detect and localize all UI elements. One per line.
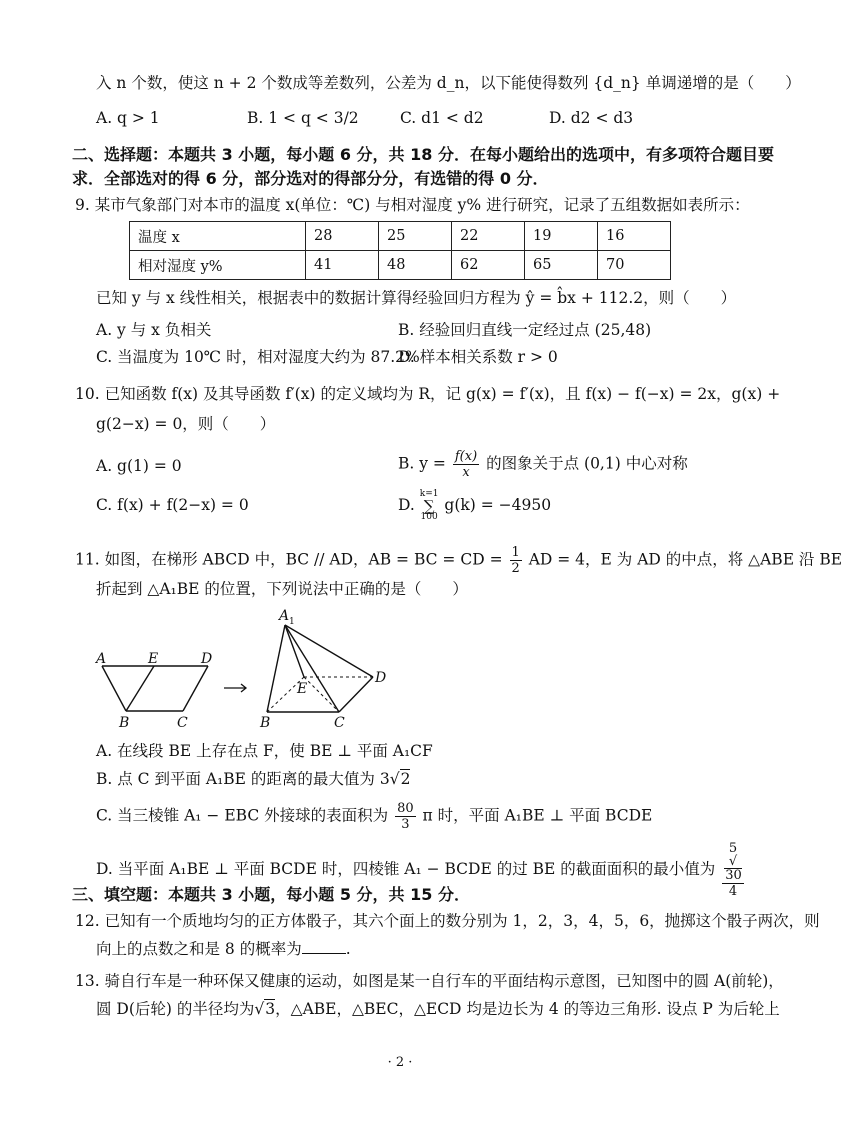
- q12-period: .: [345, 940, 351, 958]
- label-e: E: [148, 651, 159, 667]
- fraction-numerator: 1: [511, 545, 520, 560]
- q8-option-c: C. d1 < d2: [400, 109, 484, 127]
- q10-option-d-lead: D.: [398, 496, 415, 514]
- sqrt-radicand: 30: [725, 868, 742, 883]
- table-cell: 19: [525, 222, 598, 251]
- section3-heading: 三、填空题：本题共 3 小题，每小题 5 分，共 15 分．: [72, 885, 470, 904]
- section2-heading-line1: 二、选择题：本题共 3 小题，每小题 6 分，共 18 分．在每小题给出的选项中，有多项符合题目要: [72, 145, 774, 164]
- label-a1-subscript: 1: [289, 617, 295, 627]
- label-b2: B: [260, 715, 271, 731]
- sqrt-radicand: 2: [400, 770, 411, 788]
- table-cell: 16: [598, 222, 671, 251]
- trapezoid-cd: [183, 666, 208, 711]
- q10-option-d-tail: g(k) = −4950: [444, 496, 552, 514]
- q8-option-a: A. q > 1: [96, 109, 160, 127]
- q13-stem-tail: ，△ABE，△BEC，△ECD 均是边长为 4 的等边三角形. 设点 P 为后轮上: [275, 1000, 780, 1018]
- q11-stem-tail: AD = 4，E 为 AD 的中点，将 △ABE 沿 BE: [528, 550, 842, 569]
- page-number: · 2 ·: [387, 1055, 413, 1070]
- section2-heading-line2: 求．全部选对的得 6 分，部分选对的得部分分，有选错的得 0 分．: [72, 169, 549, 188]
- label-c2: C: [334, 715, 345, 731]
- q9-option-d: D. 样本相关系数 r > 0: [398, 348, 558, 366]
- summation-symbol: k=1 ∑ 100: [419, 489, 439, 522]
- q11-option-b-text: B. 点 C 到平面 A₁BE 的距离的最大值为 3: [96, 770, 390, 788]
- sum-lower: 100: [420, 512, 438, 522]
- table-cell: 70: [598, 251, 671, 280]
- fraction: [453, 450, 479, 479]
- label-a: A: [96, 651, 107, 667]
- q13-stem-line2: [96, 998, 780, 1020]
- table-row-label: 温度 x: [130, 222, 306, 251]
- q10-option-b-tail: 的图象关于点 (0,1) 中心对称: [486, 454, 688, 473]
- q10-option-b: [398, 450, 688, 479]
- q11-stem-line2: 折起到 △A₁BE 的位置，下列说法中正确的是（ ）: [96, 580, 468, 598]
- q13-stem-lead: 圆 D(后轮) 的半径均为: [96, 1000, 255, 1018]
- trapezoid-be: [126, 666, 154, 711]
- fraction-denominator: 4: [728, 884, 738, 899]
- table-cell: 62: [452, 251, 525, 280]
- fraction-denominator: 2: [511, 561, 520, 576]
- table-cell: 22: [452, 222, 525, 251]
- sum-upper: k=1: [419, 489, 439, 499]
- table-row: [130, 222, 671, 251]
- pyramid-a1b: [267, 625, 285, 712]
- q11-option-b: [96, 768, 410, 790]
- q11-stem-lead: 11. 如图，在梯形 ABCD 中，BC // AD，AB = BC = CD =: [75, 550, 503, 569]
- q9-option-c: C. 当温度为 10℃ 时，相对湿度大约为 87.2%: [96, 348, 420, 366]
- q13-stem-line1: 13. 骑自行车是一种环保又健康的运动，如图是某一自行车的平面结构示意图，已知图中的圆 A(前轮)，: [75, 972, 784, 990]
- label-b: B: [119, 715, 130, 731]
- sqrt-radicand: 3: [265, 1000, 276, 1018]
- q10-option-a: A. g(1) = 0: [96, 457, 182, 475]
- fraction-denominator: 3: [401, 817, 410, 832]
- pyramid-a1d: [285, 625, 373, 677]
- q11-option-c-lead: C. 当三棱锥 A₁ − EBC 外接球的表面积为: [96, 806, 389, 825]
- q9-option-a: A. y 与 x 负相关: [96, 321, 212, 339]
- q11-option-a: A. 在线段 BE 上存在点 F，使 BE ⊥ 平面 A₁CF: [96, 742, 433, 760]
- table-cell: 41: [306, 251, 379, 280]
- trapezoid-ab: [102, 666, 126, 711]
- q10-option-d: [398, 490, 551, 522]
- table-cell: 28: [306, 222, 379, 251]
- fraction-numerator: f(x): [454, 449, 478, 464]
- label-e2: E: [297, 681, 308, 697]
- q11-option-c-tail: π 时，平面 A₁BE ⊥ 平面 BCDE: [422, 806, 653, 825]
- q9-stem: 9. 某市气象部门对本市的温度 x(单位：℃) 与相对湿度 y% 进行研究，记录了五组数据如表所示：: [75, 196, 750, 214]
- pyramid-cd: [339, 677, 373, 712]
- q9-option-b: B. 经验回归直线一定经过点 (25,48): [398, 321, 652, 339]
- table-row: [130, 251, 671, 280]
- coefficient: 5: [728, 841, 738, 856]
- fraction: [510, 546, 522, 575]
- sqrt-sign: √: [254, 1000, 265, 1018]
- fraction-denominator: x: [462, 465, 470, 480]
- q10-stem-line2: g(2−x) = 0，则（ ）: [96, 415, 276, 433]
- label-d2: D: [375, 670, 387, 686]
- q10-option-c: C. f(x) + f(2−x) = 0: [96, 496, 249, 514]
- arrow-icon: [224, 684, 246, 692]
- pyramid-a1c: [285, 625, 339, 712]
- label-c: C: [177, 715, 188, 731]
- q9-data-table: [129, 221, 671, 280]
- fraction: [722, 842, 744, 898]
- q12-stem-text: 向上的点数之和是 8 的概率为: [96, 940, 302, 958]
- q8-continuation: 入 n 个数，使这 n + 2 个数成等差数列，公差为 d_n，以下能使得数列 {d_n} 单调递增的是（ ）: [96, 74, 801, 92]
- q12-stem-line2: [96, 938, 351, 960]
- label-d: D: [201, 651, 213, 667]
- fraction-numerator: 5 √ 30: [722, 842, 744, 884]
- table-cell: 25: [379, 222, 452, 251]
- q11-option-c: [96, 802, 652, 831]
- q8-option-d: D. d2 < d3: [549, 109, 634, 127]
- answer-blank[interactable]: [302, 939, 346, 954]
- q9-condition: 已知 y 与 x 线性相关，根据表中的数据计算得经验回归方程为 ŷ = b̂x + 112.2，则（ ）: [96, 289, 737, 307]
- table-cell: 65: [525, 251, 598, 280]
- label-a1: A: [279, 608, 290, 624]
- q11-option-d-text: D. 当平面 A₁BE ⊥ 平面 BCDE 时，四棱锥 A₁ − BCDE 的过 BE 的截面面积的最小值为: [96, 860, 716, 878]
- table-row-label: 相对湿度 y%: [130, 251, 306, 280]
- q8-option-b: B. 1 < q < 3/2: [247, 109, 359, 127]
- fraction-numerator: 80: [397, 801, 414, 816]
- table-cell: 48: [379, 251, 452, 280]
- fraction: [395, 802, 416, 831]
- q10-option-b-lead: B. y =: [398, 454, 446, 473]
- q11-figure: [90, 605, 400, 735]
- sqrt-sign: √: [389, 770, 400, 788]
- pyramid-ec-hidden: [304, 677, 339, 712]
- q11-stem-line1: [75, 546, 842, 575]
- q10-stem-line1: 10. 已知函数 f(x) 及其导函数 f′(x) 的定义域均为 R，记 g(x) = f′(x)，且 f(x) − f(−x) = 2x，g(x) +: [75, 385, 781, 403]
- q12-stem-line1: 12. 已知有一个质地均匀的正方体骰子，其六个面上的数分别为 1，2，3，4，5，6，抛掷这个骰子两次，则: [75, 912, 820, 930]
